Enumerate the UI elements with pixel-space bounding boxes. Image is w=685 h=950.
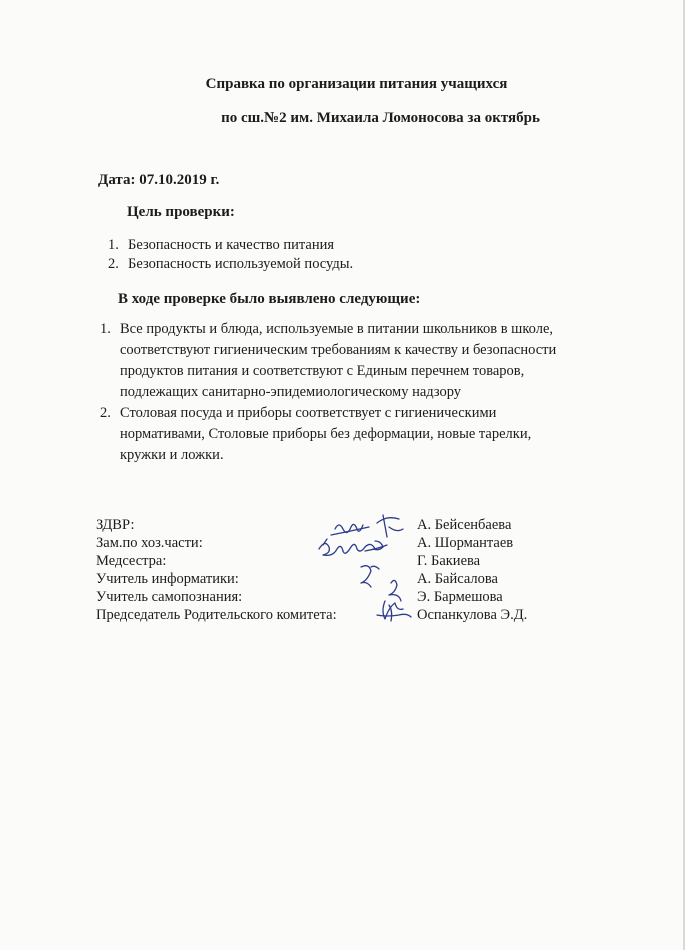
handwritten-signatures (305, 505, 435, 635)
finding-item (100, 319, 570, 403)
signature-stroke (389, 580, 401, 601)
finding-item (100, 403, 570, 466)
signature-stroke (361, 566, 371, 587)
findings-heading: В ходе проверке было выявлено следующие: (118, 291, 421, 307)
signatory-name: А. Байсалова (417, 571, 498, 587)
signatory-name: А. Бейсенбаева (417, 517, 512, 533)
signature-stroke (377, 515, 403, 537)
finding-item-number: 1. (100, 321, 111, 337)
document-title-line-2: по сш.№2 им. Михаила Ломоносова за октябрь (221, 110, 540, 126)
signatory-name: Оспанкулова Э.Д. (417, 607, 528, 623)
signatory-role: Зам.по хоз.части: (96, 535, 203, 551)
finding-item-text: Все продукты и блюда, используемые в питании школьников в школе, соответствуют гигиеническим требованиям к качеству и безопасности продуктов питания и соответствуют с Единым перечнем товаров, подлежащих санитарно-эпидемиологическому надзору (120, 321, 557, 400)
goal-item-number: 1. (108, 237, 119, 253)
goal-item-text: Безопасность используемой посуды. (128, 256, 354, 272)
findings-list (100, 319, 570, 466)
document-title-line-1: Справка по организации питания учащихся (205, 76, 508, 92)
signature-stroke (377, 614, 411, 617)
signature-stroke (319, 543, 375, 555)
goal-item-number: 2. (108, 256, 119, 272)
signatory-name: Э. Бармешова (417, 589, 503, 605)
goal-item (108, 236, 353, 255)
signatory-role: Учитель информатики: (96, 571, 239, 587)
goal-item-text: Безопасность и качество питания (128, 237, 335, 253)
signature-stroke (371, 566, 379, 569)
signatory-role: ЗДВР: (96, 517, 135, 533)
goal-list (108, 236, 353, 274)
signatory-name: Г. Бакиева (417, 553, 481, 569)
goal-item (108, 255, 353, 274)
signatory-name: А. Шормантаев (417, 535, 514, 551)
document-date: Дата: 07.10.2019 г. (98, 172, 220, 188)
goal-heading: Цель проверки: (127, 204, 235, 220)
signatory-role: Председатель Родительского комитета: (96, 607, 337, 623)
finding-item-number: 2. (100, 405, 111, 421)
finding-item-text: Столовая посуда и приборы соответствует с гигиеническими нормативами, Столовые приборы без деформации, новые тарелки, кружки и ложки. (120, 405, 532, 463)
signatory-role: Учитель самопознания: (96, 589, 243, 605)
signatory-role: Медсестра: (96, 553, 167, 569)
